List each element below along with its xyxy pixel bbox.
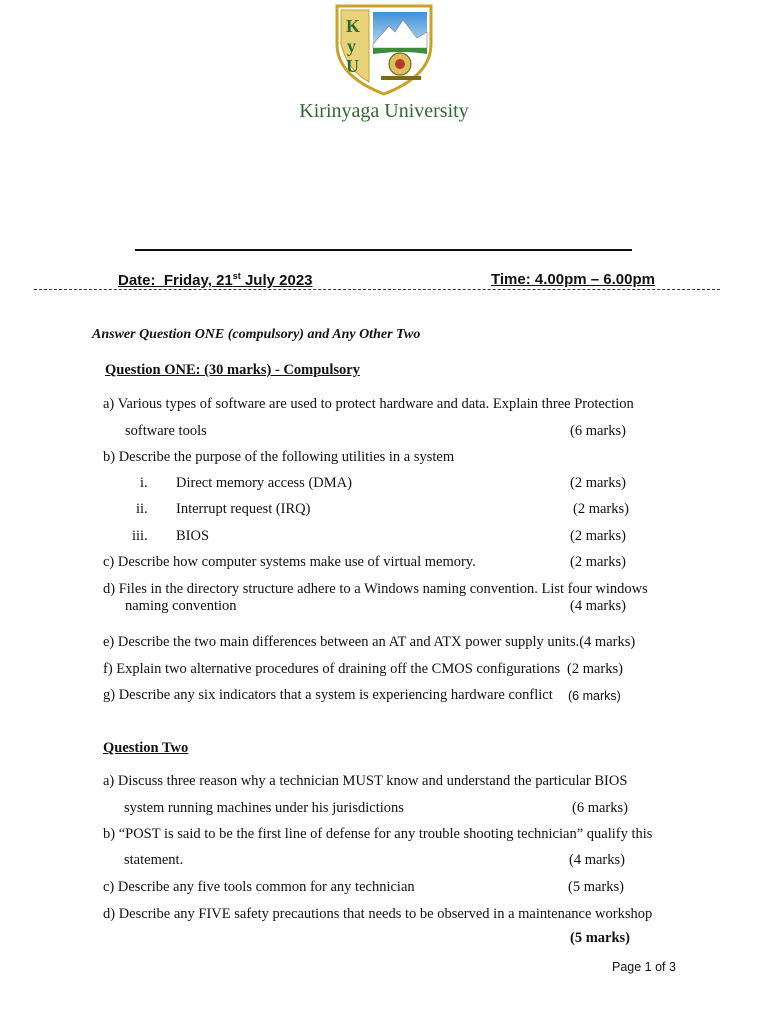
dashed-divider [34, 289, 720, 290]
svg-text:y: y [347, 36, 356, 56]
q2-d-marks: (5 marks) [570, 930, 631, 946]
q1-b-i-text: Direct memory access (DMA) [176, 475, 352, 491]
q1-c-marks: (2 marks) [570, 554, 626, 570]
q2-d-line1: d) Describe any FIVE safety precautions that needs to be observed in a maintenance workshop [103, 906, 653, 922]
q1-g-line: g) Describe any six indicators that a system is experiencing hardware conflict [103, 687, 553, 703]
q1-b-line: b) Describe the purpose of the following utilities in a system [103, 449, 455, 465]
q1-a-marks: (6 marks) [570, 423, 626, 439]
q1-b-i-number: i. [140, 475, 148, 491]
page-number: Page 1 of 3 [612, 960, 676, 974]
q2-c-line: c) Describe any five tools common for any technician [103, 879, 415, 895]
q1-c-line: c) Describe how computer systems make use of virtual memory. [103, 554, 476, 570]
q1-d-marks: (4 marks) [570, 598, 626, 614]
title-rule [135, 249, 632, 251]
exam-time: Time: 4.00pm – 6.00pm [491, 271, 655, 288]
q1-f-marks: (2 marks) [567, 661, 623, 677]
q1-b-iii-marks: (2 marks) [570, 528, 626, 544]
q1-b-ii-marks: (2 marks) [573, 501, 629, 517]
svg-text:K: K [346, 16, 361, 36]
q2-a-line1: a) Discuss three reason why a technician MUST know and understand the particular BIOS [103, 773, 628, 789]
q1-b-iii-number: iii. [132, 528, 148, 544]
q1-d-line2: naming convention [125, 598, 237, 614]
exam-date: Date: Friday, 21st July 2023 [118, 271, 313, 289]
q1-a-line2: software tools [125, 423, 207, 439]
svg-text:U: U [346, 56, 359, 76]
q1-b-ii-text: Interrupt request (IRQ) [176, 501, 311, 517]
question-two-heading: Question Two [103, 740, 189, 756]
q1-b-i-marks: (2 marks) [570, 475, 626, 491]
q1-e-line: e) Describe the two main differences between an AT and ATX power supply units.(4 marks) [103, 634, 636, 650]
university-logo [333, 4, 435, 96]
q1-a-line1: a) Various types of software are used to protect hardware and data. Explain three Protection [103, 396, 634, 412]
q2-b-line1: b) “POST is said to be the first line of defense for any trouble shooting technician” qualify this [103, 826, 653, 842]
q2-b-line2: statement. [124, 852, 184, 868]
q1-g-marks: (6 marks) [568, 689, 621, 703]
q2-a-line2: system running machines under his jurisdictions [124, 800, 404, 816]
q2-b-marks: (4 marks) [569, 852, 625, 868]
exam-instructions: Answer Question ONE (compulsory) and Any Other Two [92, 327, 421, 342]
q1-b-ii-number: ii. [136, 501, 148, 517]
q2-c-marks: (5 marks) [568, 879, 624, 895]
q1-f-line: f) Explain two alternative procedures of draining off the CMOS configurations [103, 661, 561, 677]
q2-a-marks: (6 marks) [572, 800, 628, 816]
university-name: Kirinyaga University [299, 100, 469, 122]
q1-b-iii-text: BIOS [176, 528, 210, 544]
question-one-heading: Question ONE: (30 marks) - Compulsory [105, 362, 360, 378]
q1-d-line1: d) Files in the directory structure adhere to a Windows naming convention. List four windows [103, 581, 648, 597]
